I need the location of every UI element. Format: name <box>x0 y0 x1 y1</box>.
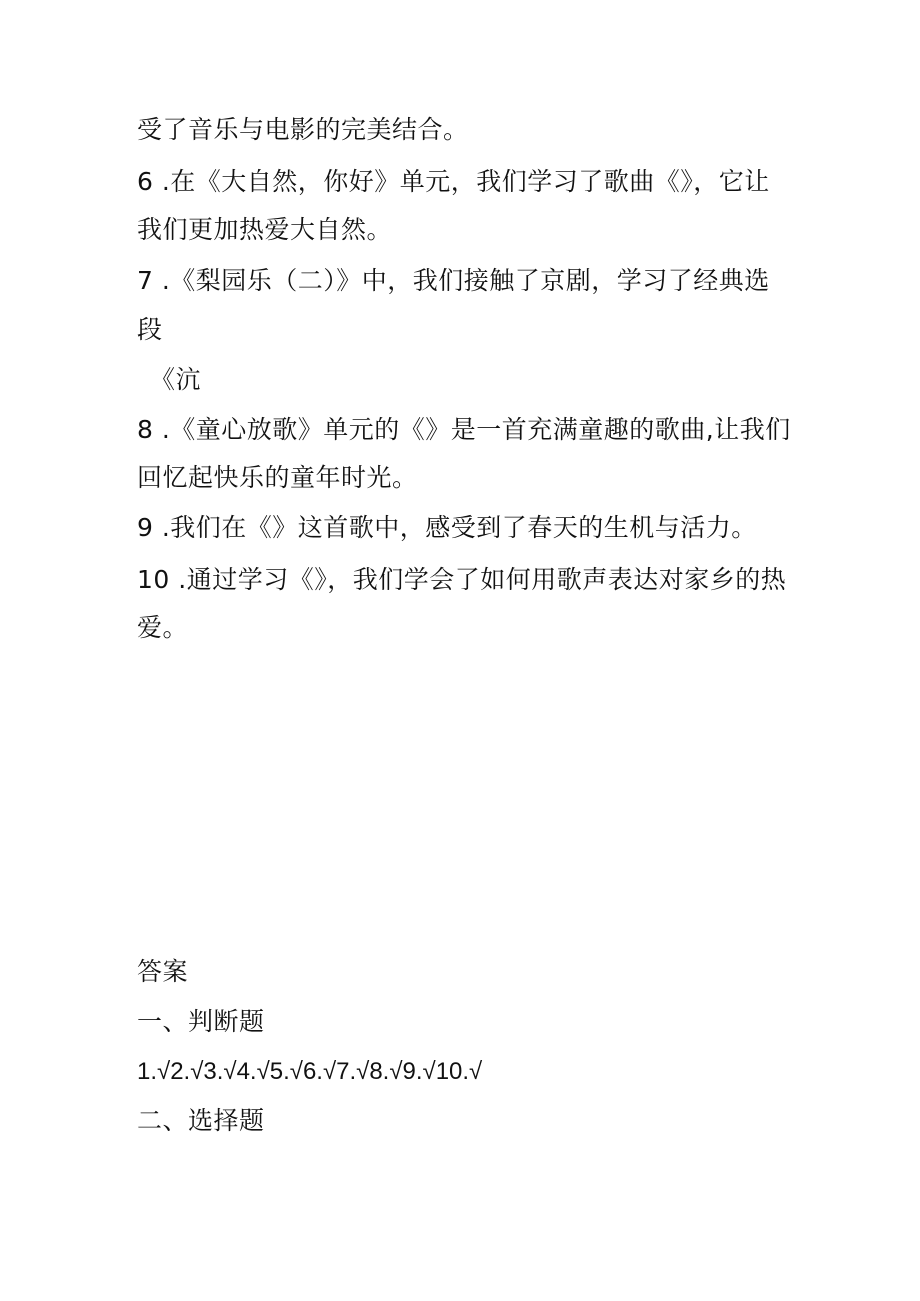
section-1-answers: 1.√2.√3.√4.√5.√6.√7.√8.√9.√10.√ <box>137 1058 483 1085</box>
question-9-line-1: 9 .我们在《》这首歌中，感受到了春天的生机与活力。 <box>137 513 757 542</box>
section-1-title: 一、判断题 <box>137 1007 265 1036</box>
question-10-line-2: 爱。 <box>137 613 189 642</box>
question-8-line-2: 回忆起快乐的童年时光。 <box>137 463 418 492</box>
question-8-line-1: 8 .《童心放歌》单元的《》是一首充满童趣的歌曲,让我们 <box>137 415 791 444</box>
question-10-line-1: 10 .通过学习《》，我们学会了如何用歌声表达对家乡的热 <box>137 565 787 594</box>
text-line-continuation: 受了音乐与电影的完美结合。 <box>137 115 469 144</box>
question-6-line-2: 我们更加热爱大自然。 <box>137 215 393 244</box>
section-2-title: 二、选择题 <box>137 1106 265 1135</box>
question-6-line-1: 6 .在《大自然，你好》单元，我们学习了歌曲《》，它让 <box>137 167 770 196</box>
answers-heading: 答案 <box>137 957 189 986</box>
question-7-line-3: 《沆 <box>150 365 202 394</box>
question-7-line-1: 7 .《梨园乐（二）》中，我们接触了京剧，学习了经典选 <box>137 266 770 295</box>
question-7-line-2: 段 <box>137 315 163 344</box>
